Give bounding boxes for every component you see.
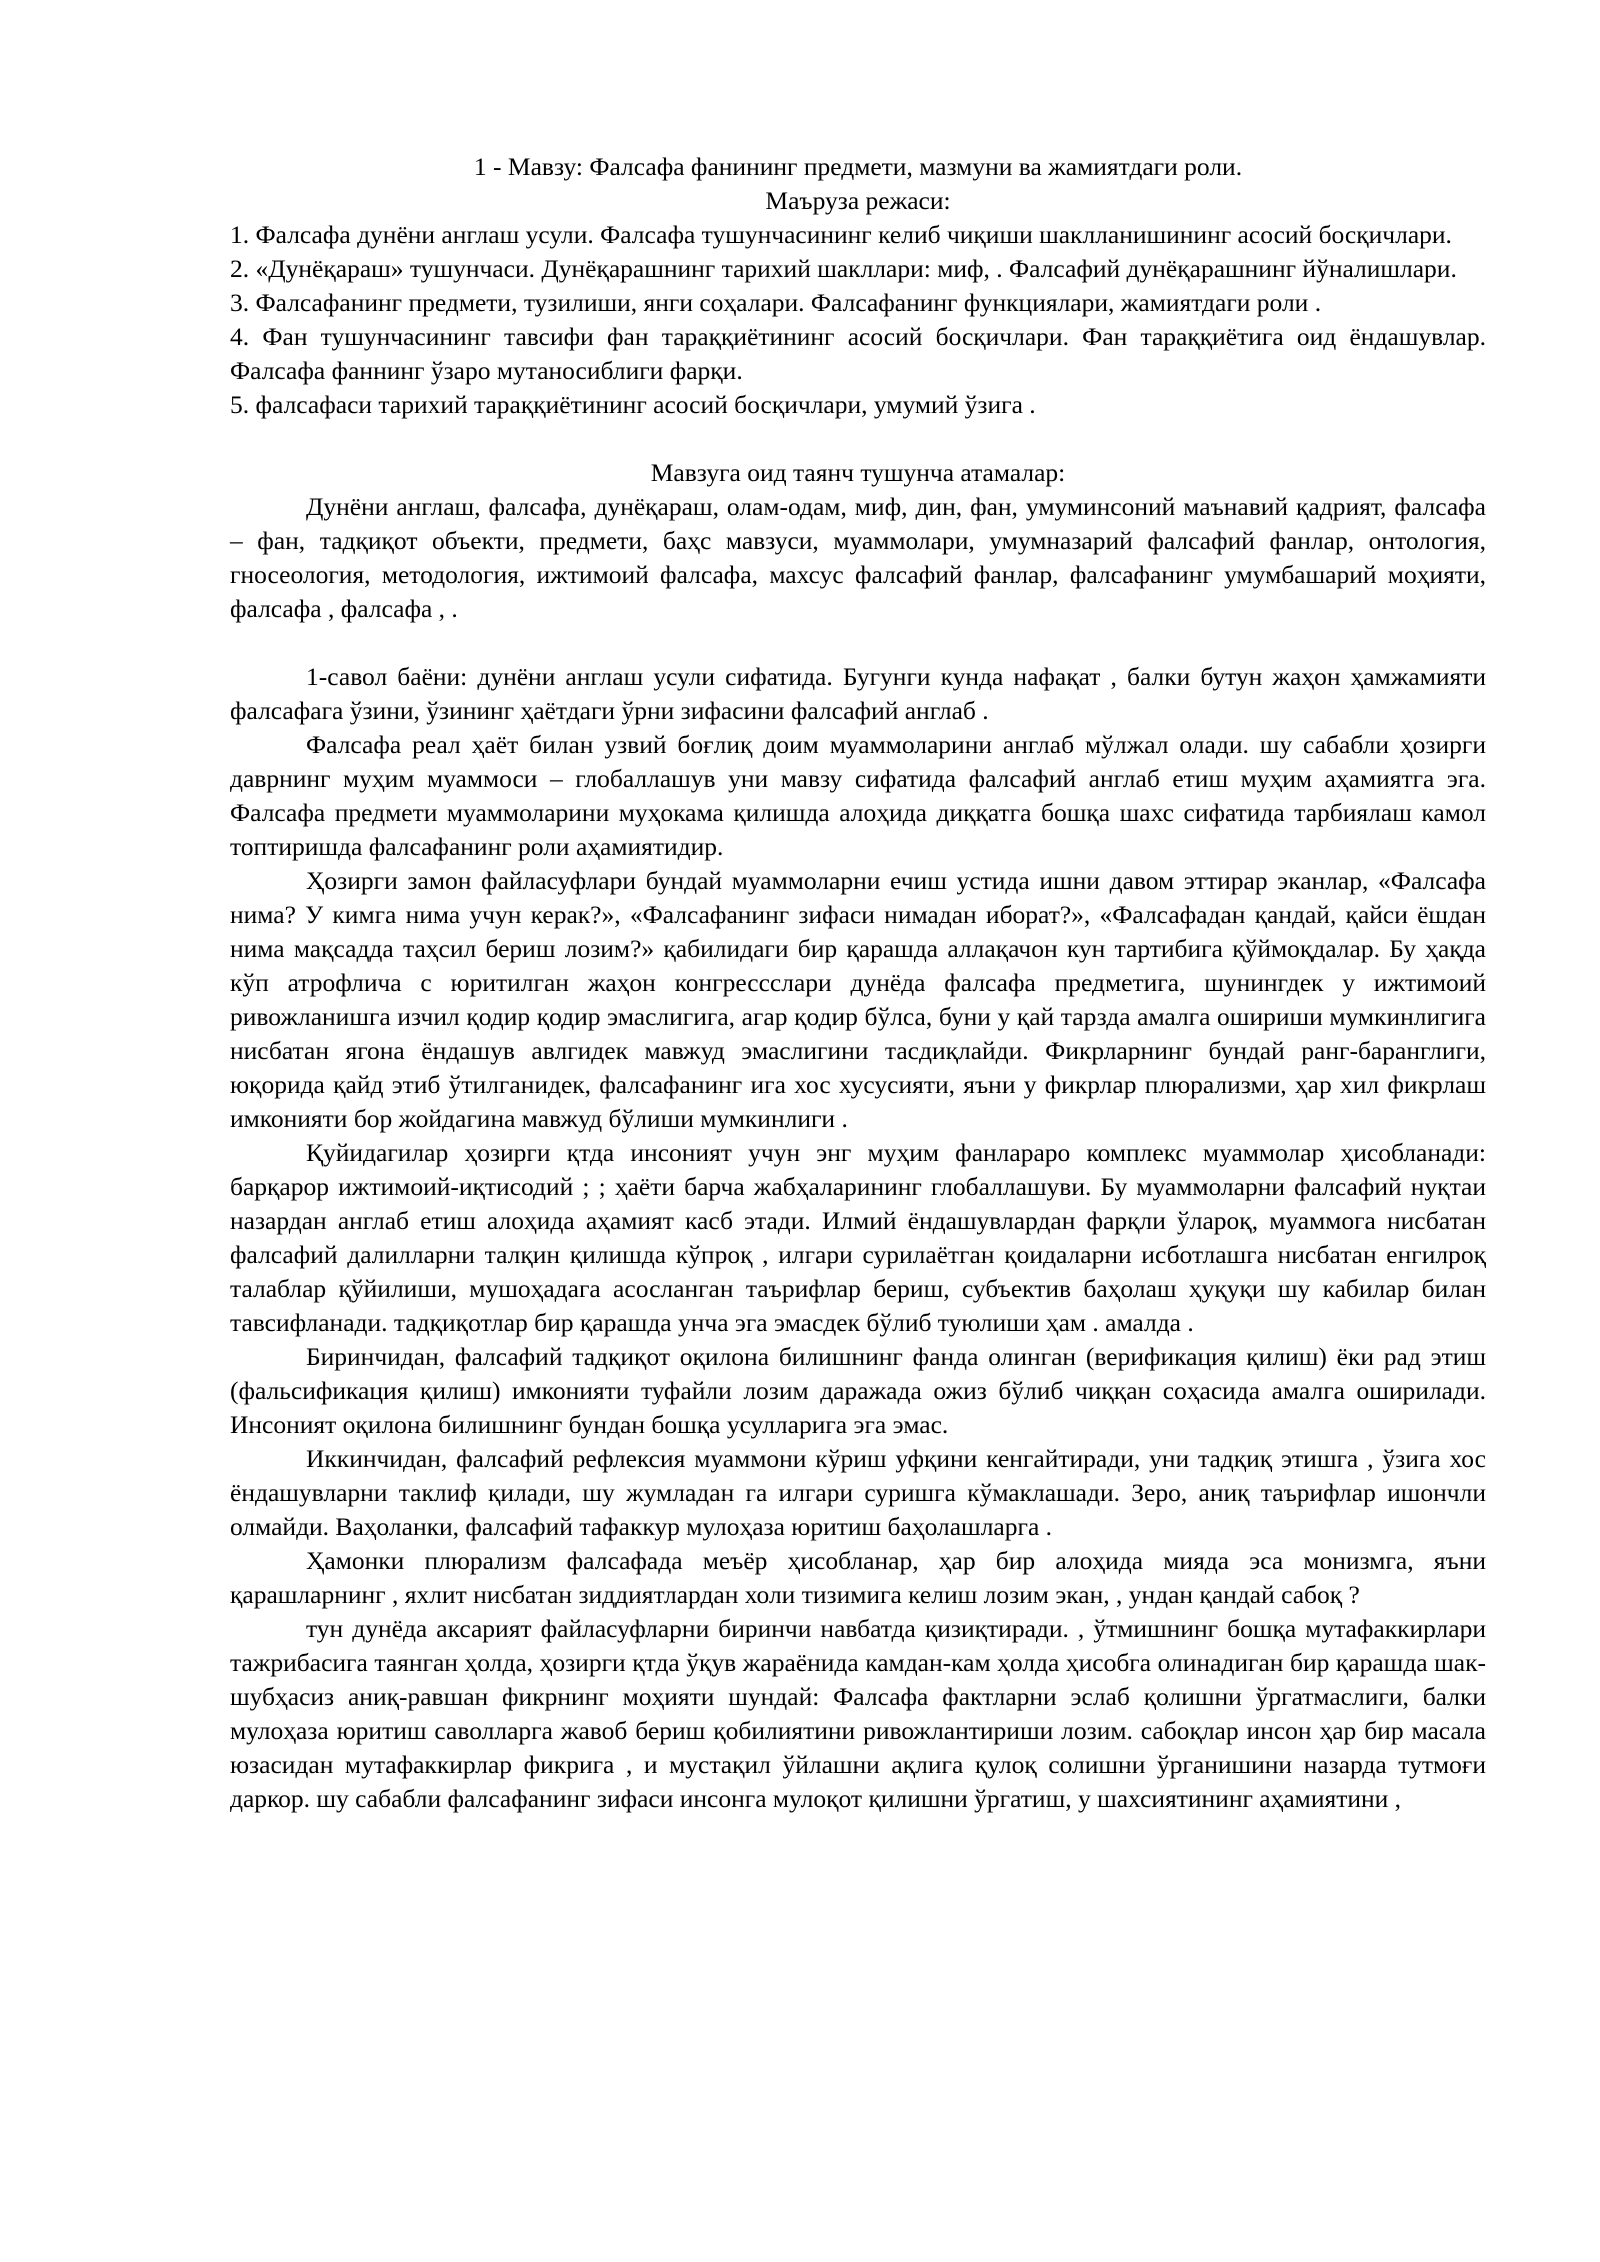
plan-item-4: 4. Фан тушунчасининг тавсифи фан тараққиётининг асосий босқичлари. Фан тараққиётига оид ёндашувлар. Фалсафа фаннинг ўзаро мутаносиблиги фарқи.	[230, 322, 1486, 385]
key-terms-heading: Мавзуга оид таянч тушунча атамалар:	[650, 458, 1066, 487]
paragraph-4: Қуйидагилар ҳозирги қтда инсоният учун энг муҳим фанлараро комплекс муаммолар ҳисобланади: барқарор ижтимоий-иқтисодий ; ; ҳаёти барча жабҳаларининг глобаллашуви. Бу муаммоларни фалсафий нуқтаи назардан англаб етиш алоҳида аҳамият касб этади. Илмий ёндашувлардан фарқли ўлароқ, муаммога нисбатан фалсафий далилларни талқин қилишда кўпроқ , илгари сурилаётган қоидаларни исботлашга нисбатан енгилроқ талаблар қўйилиши, мушоҳадага асосланган таърифлар бериш, субъектив баҳолаш ҳуқуқи шу кабилар билан тавсифланади. тадқиқотлар бир қарашда унча эга эмасдек бўлиб туюлиши ҳам . амалда .	[230, 1138, 1486, 1337]
document-title: 1 - Мавзу: Фалсафа фанининг предмети, мазмуни ва жамиятдаги роли.	[473, 152, 1243, 181]
paragraph-8: тун дунёда аксарият файласуфларни биринчи навбатда қизиқтиради. , ўтмишнинг бошқа мутафаккирлари тажрибасига таянган ҳолда, ҳозирги қтда ўқув жараёнида камдан-кам ҳолда ҳисобга олинадиган бир қарашда шак-шубҳасиз аниқ-равшан фикрнинг моҳияти шундай: Фалсафа фактларни эслаб қолишни ўргатмаслиги, балки мулоҳаза юритиш саволларга жавоб бериш қобилиятини ривожлантириши лозим. сабоқлар инсон ҳар бир масала юзасидан мутафаккирлар фикрига , и мустақил ўйлашни ақлига қулоқ солишни ўрганишини назарда тутмоғи даркор. шу сабабли фалсафанинг зифаси инсонга мулоқот қилишни ўргатиш, у шахсиятининг аҳамиятини ,	[230, 1614, 1486, 1813]
paragraph-1: 1-савол баёни: дунёни англаш усули сифатида. Бугунги кунда нафақат , балки бутун жаҳон ҳамжамияти фалсафага ўзини, ўзининг ҳаётдаги ўрни зифасини фалсафий англаб .	[230, 662, 1486, 725]
plan-item-1: 1. Фалсафа дунёни англаш усули. Фалсафа тушунчасининг келиб чиқиши шаклланишининг асосий босқичлари.	[230, 220, 1452, 249]
body-text	[230, 660, 1486, 1816]
plan-item-2: 2. «Дунёқараш» тушунчаси. Дунёқарашнинг тарихий шакллари: миф, . Фалсафий дунёқарашнинг йўналишлари.	[230, 254, 1457, 283]
plan-item-5: 5. фалсафаси тарихий тараққиётининг асосий босқичлари, умумий ўзига .	[230, 390, 1036, 419]
paragraph-7: Ҳамонки плюрализм фалсафада меъёр ҳисобланар, ҳар бир алоҳида мияда эса монизмга, яъни қарашларнинг , яхлит нисбатан зиддиятлардан холи тизимига келиш лозим экан, , ундан қандай сабоқ ?	[230, 1546, 1486, 1609]
key-terms-text: Дунёни англаш, фалсафа, дунёқараш, олам-одам, миф, дин, фан, умуминсоний маънавий қадрият, фалсафа – фан, тадқиқот объекти, предмети, баҳс мавзуси, муаммолари, умумназарий фалсафий фанлар, онтология, гносеология, методология, ижтимоий фалсафа, махсус фалсафий фанлар, фалсафанинг умумбашарий моҳияти, фалсафа , фалсафа , .	[230, 492, 1486, 623]
plan-item-3: 3. Фалсафанинг предмети, тузилиши, янги соҳалари. Фалсафанинг функциялари, жамиятдаги роли .	[230, 288, 1322, 317]
lecture-plan-list	[230, 218, 1486, 422]
paragraph-2: Фалсафа реал ҳаёт билан узвий боғлиқ доим муаммоларини англаб мўлжал олади. шу сабабли ҳозирги даврнинг муҳим муаммоси – глобаллашув уни мавзу сифатида фалсафий англаб етиш муҳим аҳамиятга эга. Фалсафа предмети муаммоларини муҳокама қилишда алоҳида диққатга бошқа шахс сифатида тарбиялаш камол топтиришда фалсафанинг роли аҳамиятидир.	[230, 730, 1486, 861]
paragraph-3: Ҳозирги замон файласуфлари бундай муаммоларни ечиш устида ишни давом эттирар эканлар, «Фалсафа нима? У кимга нима учун керак?», «Фалсафанинг зифаси нимадан иборат?», «Фалсафадан қандай, қайси ёшдан нима мақсадда таҳсил бериш лозим?» қабилидаги бир қарашда аллақачон кун тартибига қўймоқдалар. Бу ҳақда кўп атрофлича с юритилган жаҳон конгрессслари дунёда фалсафа предметига, шунингдек у ижтимоий ривожланишга изчил қодир қодир эмаслигига, агар қодир бўлса, буни у қай тарзда амалга ошириши мумкинлигига нисбатан ягона ёндашув авлгидек мавжуд эмаслигини тасдиқлайди. Фикрларнинг бундай ранг-баранглиги, юқорида қайд этиб ўтилганидек, фалсафанинг ига хос хусусияти, яъни у фикрлар плюрализми, ҳар хил фикрлаш имконияти бор жойдагина мавжуд бўлиши мумкинлиги .	[230, 866, 1486, 1133]
document-page	[230, 150, 1486, 1816]
paragraph-5: Биринчидан, фалсафий тадқиқот оқилона билишнинг фанда олинган (верификация қилиш) ёки рад этиш (фальсификация қилиш) имконияти туфайли лозим даражада ожиз бўлиб чиққан соҳасида амалга оширилади. Инсоният оқилона билишнинг бундан бошқа усулларига эга эмас.	[230, 1342, 1486, 1439]
paragraph-6: Иккинчидан, фалсафий рефлексия муаммони кўриш уфқини кенгайтиради, уни тадқиқ этишга , ўзига хос ёндашувларни таклиф қилади, шу жумладан га илгари суришга кўмаклашади. Зеро, аниқ таърифлар ишончли олмайди. Ваҳоланки, фалсафий тафаккур мулоҳаза юритиш баҳолашларга .	[230, 1444, 1486, 1541]
lecture-plan-heading: Маърузa режаси:	[765, 186, 951, 215]
